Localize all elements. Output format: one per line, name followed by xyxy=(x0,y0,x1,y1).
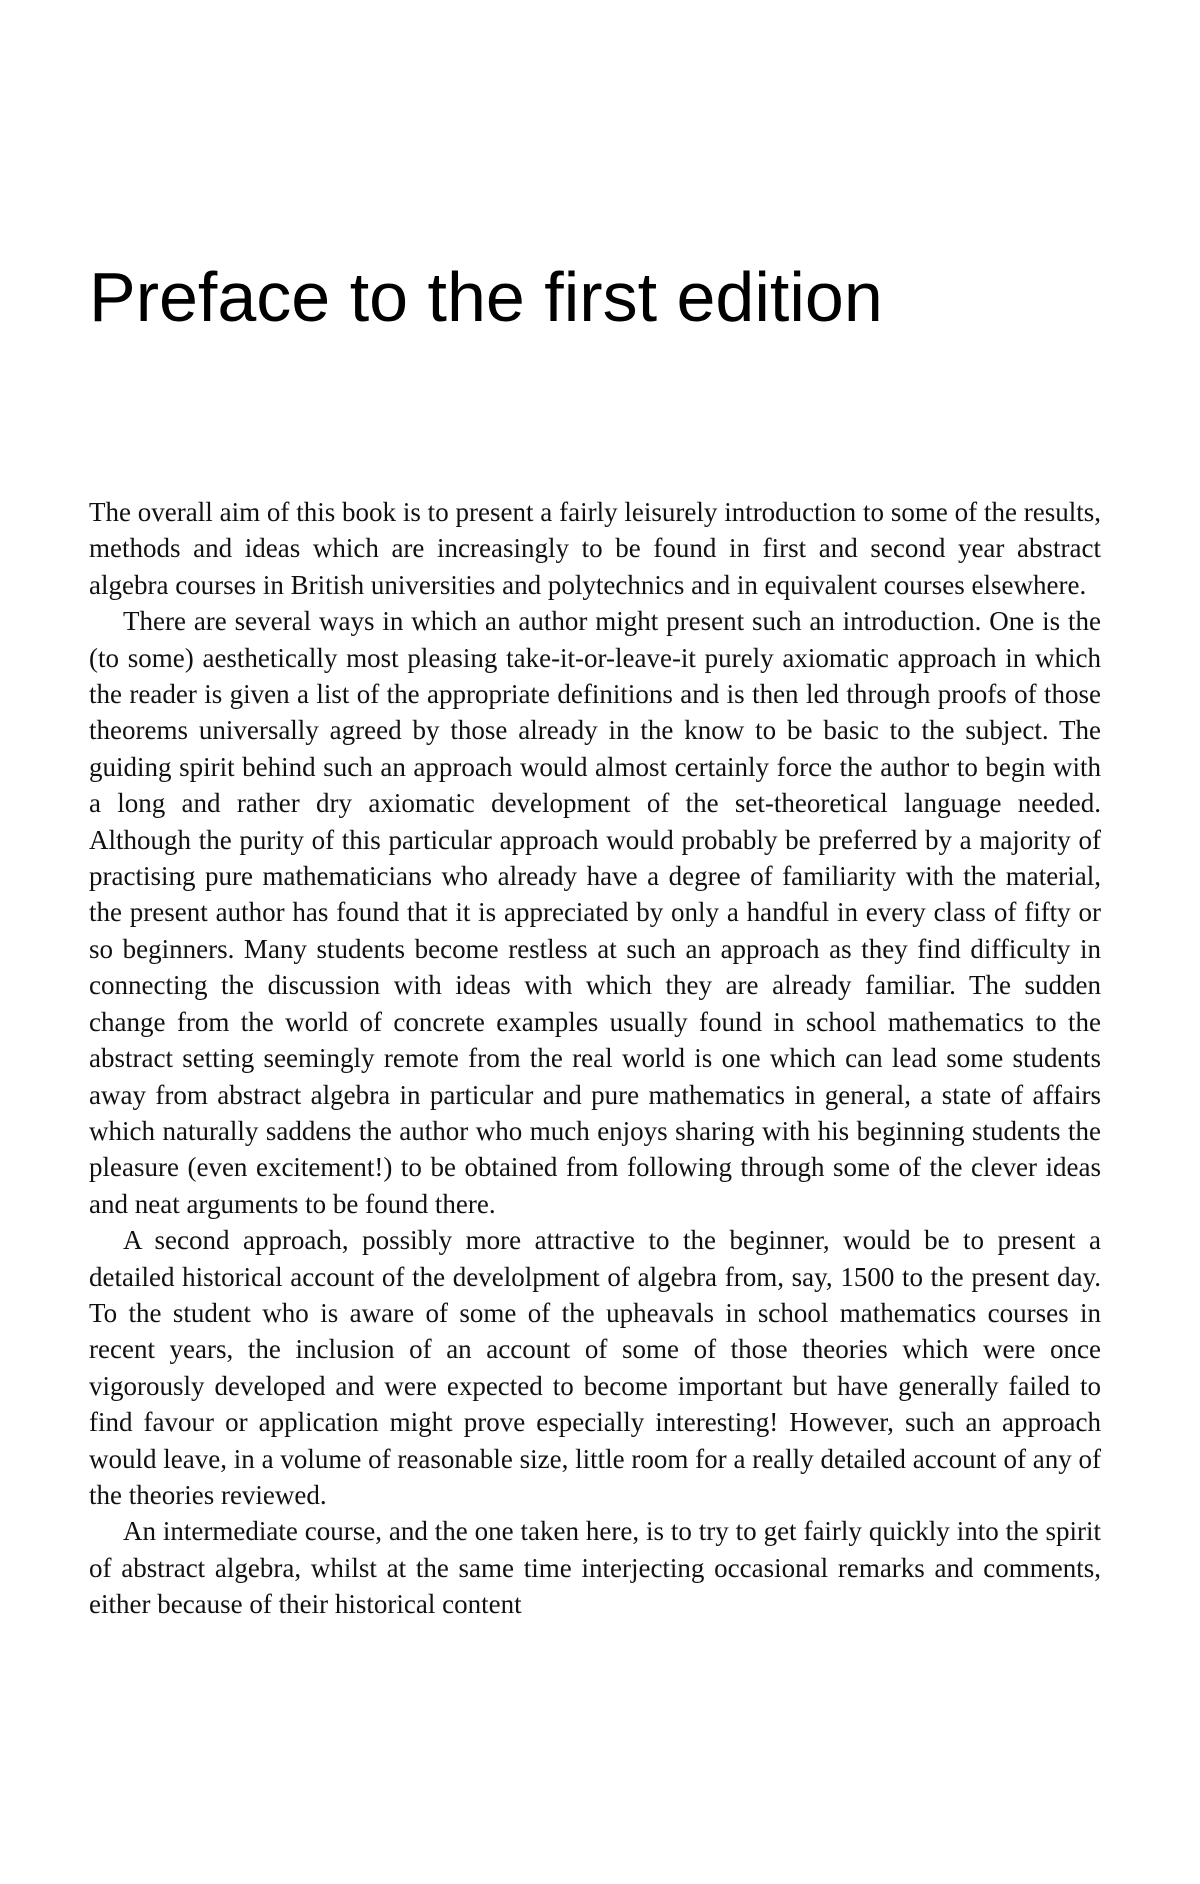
page-title: Preface to the first edition xyxy=(89,258,883,336)
paragraph-3: A second approach, possibly more attractive to the beginner, would be to present a detailed historical account of the develolpment of algebra from, say, 1500 to the present day. To the student who is aware of some of the upheavals in school mathematics courses in recent years, the inclusion of an account of some of those theories which were once vigorously developed and were expected to become important but have generally failed to find favour or application might prove especially interesting! However, such an approach would leave, in a volume of reasonable size, little room for a really detailed account of any of the theories reviewed. xyxy=(89,1225,1101,1510)
paragraph-2: There are several ways in which an author might present such an introduction. One is the (to some) aesthetically most pleasing take-it-or-leave-it purely axiomatic approach in which the reader is given a list of the appropriate definitions and is then led through proofs of those theorems universally agreed by those already in the know to be basic to the subject. The guiding spirit behind such an approach would almost certainly force the author to begin with a long and rather dry axiomatic development of the set-theoretical language needed. Although the purity of this particular approach would probably be preferred by a majority of practising pure mathematicians who already have a degree of familiarity with the material, the present author has found that it is appreciated by only a handful in every class of fifty or so beginners. Many students become restless at such an approach as they find difficulty in connecting the discussion with ideas with which they are already familiar. The sudden change from the world of concrete examples usually found in school mathematics to the abstract setting seemingly remote from the real world is one which can lead some students away from abstract algebra in particular and pure mathematics in general, a state of affairs which naturally saddens the author who much enjoys sharing with his beginning students the pleasure (even excitement!) to be obtained from following through some of the clever ideas and neat arguments to be found there. xyxy=(89,606,1101,1219)
paragraph-4: An intermediate course, and the one taken here, is to try to get fairly quickly into the spirit of abstract algebra, whilst at the same time interjecting occasional remarks and comments, either because of their historical content xyxy=(89,1516,1101,1620)
paragraph-1: The overall aim of this book is to present a fairly leisurely introduction to some of the results, methods and ideas which are increasingly to be found in first and second year abstract algebra courses in British universities and polytechnics and in equivalent courses elsewhere. xyxy=(89,497,1101,600)
preface-body xyxy=(89,494,1101,1623)
